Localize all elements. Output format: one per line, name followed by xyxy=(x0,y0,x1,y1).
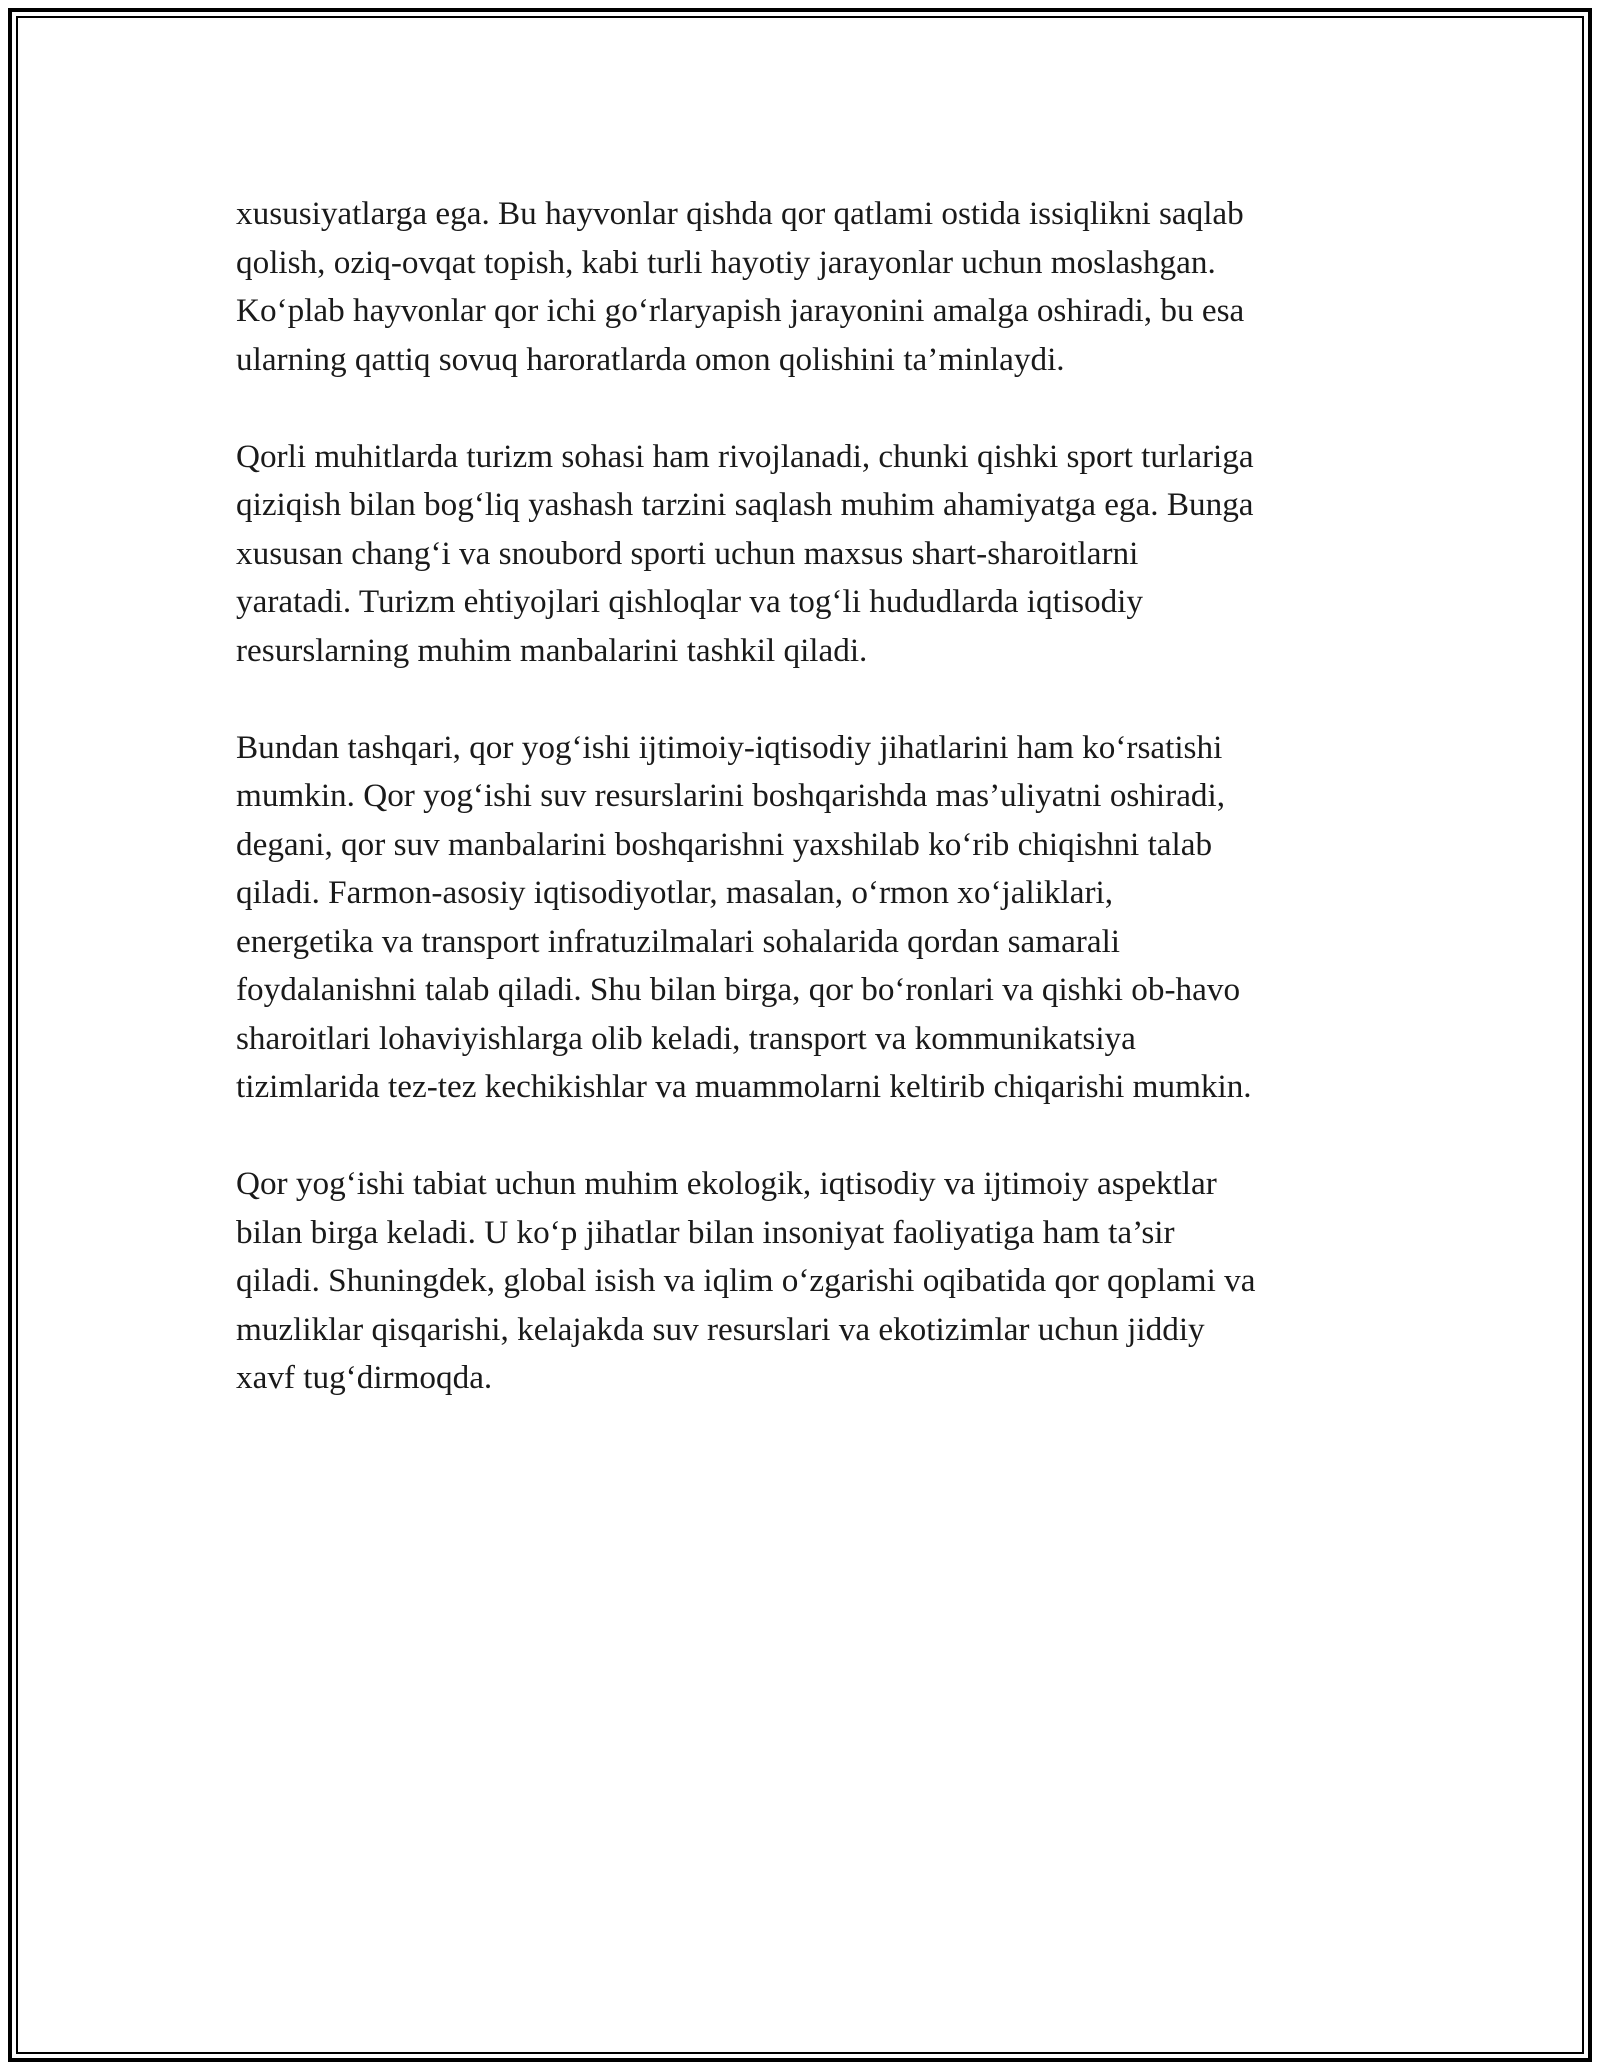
paragraph-4: Qor yog‘ishi tabiat uchun muhim ekologik, iqtisodiy va ijtimoiy aspektlar bilan birga keladi. U ko‘p jihatlar bilan insoniyat faoliyatiga ham ta’sir qiladi. Shuningdek, global isish va iqlim o‘zgarishi oqibatida qor qoplami va muzliklar qisqarishi, kelajakda suv resurslari va ekotizimlar uchun jiddiy xavf tug‘dirmoqda. xyxy=(236,1165,1256,1396)
paragraph-1: xususiyatlarga ega. Bu hayvonlar qishda qor qatlami ostida issiqlikni saqlab qolish, oziq-ovqat topish, kabi turli hayotiy jarayonlar uchun moslashgan. Ko‘plab hayvonlar qor ichi go‘rlaryapish jarayonini amalga oshiradi, bu esa ularning qattiq sovuq haroratlarda omon qolishini ta’minlaydi. xyxy=(236,195,1245,378)
paragraph-3: Bundan tashqari, qor yog‘ishi ijtimoiy-iqtisodiy jihatlarini ham ko‘rsatishi mumkin. Qor yog‘ishi suv resurslarini boshqarishda mas’uliyatni oshiradi, degani, qor suv manbalarini boshqarishni yaxshilab ko‘rib chiqishni talab qiladi. Farmon-asosiy iqtisodiyotlar, masalan, o‘rmon xo‘jaliklari, energetika va transport infratuzilmalari sohalarida qordan samarali foydalanishni talab qiladi. Shu bilan birga, qor bo‘ronlari va qishki ob-havo sharoitlari lohaviyishlarga olib keladi, transport va kommunikatsiya tizimlarida tez-tez kechikishlar va muammolarni keltirib chiqarishi mumkin. xyxy=(236,728,1252,1105)
paragraph-2: Qorli muhitlarda turizm sohasi ham rivojlanadi, chunki qishki sport turlariga qiziqish bilan bog‘liq yashash tarzini saqlash muhim ahamiyatga ega. Bunga xususan chang‘i va snoubord sporti uchun maxsus shart-sharoitlarni yaratadi. Turizm ehtiyojlari qishloqlar va tog‘li hududlarda iqtisodiy resurslarning muhim manbalarini tashkil qiladi. xyxy=(236,437,1254,669)
document-body xyxy=(236,190,1366,1451)
